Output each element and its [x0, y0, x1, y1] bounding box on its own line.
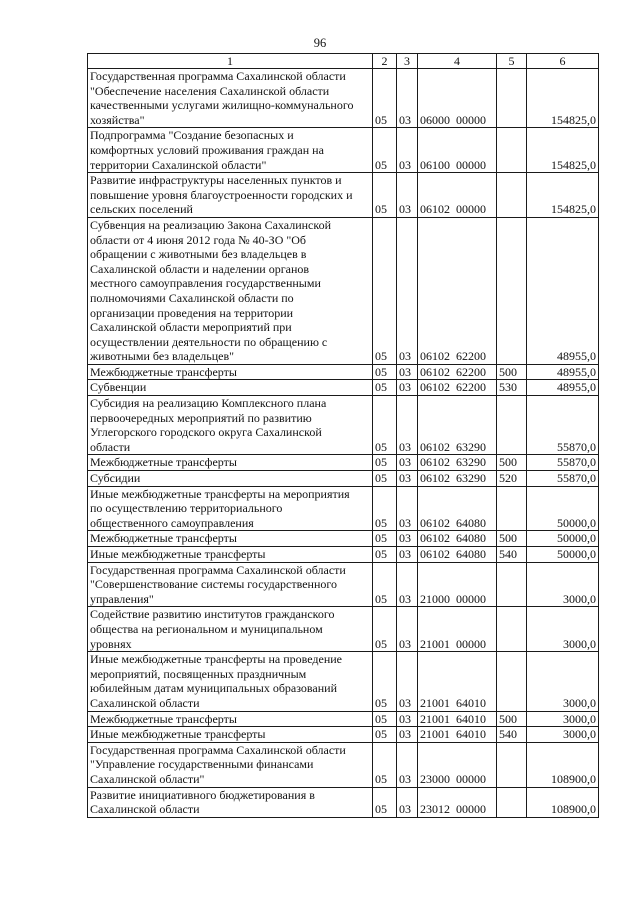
table-row	[88, 787, 599, 817]
target-article-code: 06102 64080	[418, 486, 497, 531]
table-row	[88, 173, 599, 218]
amount: 3000,0	[527, 607, 599, 652]
subsection-code: 03	[397, 531, 418, 547]
table-row	[88, 128, 599, 173]
target-article-code: 06102 62200	[418, 217, 497, 364]
table-row	[88, 380, 599, 396]
section-code: 05	[373, 562, 397, 607]
expense-type-code	[497, 787, 527, 817]
section-code: 05	[373, 380, 397, 396]
target-article-code: 21001 64010	[418, 727, 497, 743]
table-row	[88, 562, 599, 607]
expense-type-code: 540	[497, 727, 527, 743]
amount: 48955,0	[527, 364, 599, 380]
target-article-code: 06102 63290	[418, 396, 497, 455]
amount: 154825,0	[527, 69, 599, 128]
section-code: 05	[373, 607, 397, 652]
column-header: 5	[497, 54, 527, 69]
section-code: 05	[373, 217, 397, 364]
expense-type-code	[497, 217, 527, 364]
target-article-code: 23012 00000	[418, 787, 497, 817]
subsection-code: 03	[397, 727, 418, 743]
section-code: 05	[373, 173, 397, 218]
amount: 3000,0	[527, 652, 599, 711]
table-row	[88, 364, 599, 380]
subsection-code: 03	[397, 711, 418, 727]
row-name: Субсидии	[88, 471, 373, 487]
row-name: Развитие инфраструктуры населенных пунктов и повышение уровня благоустроенности городских и сельских поселений	[88, 173, 373, 218]
expense-type-code	[497, 652, 527, 711]
amount: 154825,0	[527, 128, 599, 173]
amount: 55870,0	[527, 396, 599, 455]
expense-type-code	[497, 486, 527, 531]
target-article-code: 06100 00000	[418, 128, 497, 173]
subsection-code: 03	[397, 486, 418, 531]
row-name: Иные межбюджетные трансферты	[88, 727, 373, 743]
column-header: 1	[88, 54, 373, 69]
table-row	[88, 471, 599, 487]
expense-type-code: 540	[497, 547, 527, 563]
subsection-code: 03	[397, 364, 418, 380]
table-row	[88, 652, 599, 711]
budget-table	[87, 53, 599, 818]
subsection-code: 03	[397, 173, 418, 218]
amount: 55870,0	[527, 471, 599, 487]
expense-type-code: 500	[497, 455, 527, 471]
section-code: 05	[373, 547, 397, 563]
row-name: Межбюджетные трансферты	[88, 455, 373, 471]
subsection-code: 03	[397, 69, 418, 128]
subsection-code: 03	[397, 562, 418, 607]
section-code: 05	[373, 128, 397, 173]
expense-type-code: 500	[497, 711, 527, 727]
expense-type-code	[497, 69, 527, 128]
table-row	[88, 742, 599, 787]
table-row	[88, 217, 599, 364]
expense-type-code: 520	[497, 471, 527, 487]
target-article-code: 21000 00000	[418, 562, 497, 607]
row-name: Межбюджетные трансферты	[88, 711, 373, 727]
amount: 108900,0	[527, 742, 599, 787]
section-code: 05	[373, 396, 397, 455]
table-row	[88, 396, 599, 455]
table-row	[88, 455, 599, 471]
target-article-code: 23000 00000	[418, 742, 497, 787]
table-row	[88, 607, 599, 652]
amount: 50000,0	[527, 531, 599, 547]
expense-type-code	[497, 173, 527, 218]
section-code: 05	[373, 652, 397, 711]
row-name: Субвенции	[88, 380, 373, 396]
target-article-code: 21001 64010	[418, 711, 497, 727]
subsection-code: 03	[397, 455, 418, 471]
section-code: 05	[373, 455, 397, 471]
subsection-code: 03	[397, 396, 418, 455]
row-name: Межбюджетные трансферты	[88, 364, 373, 380]
subsection-code: 03	[397, 607, 418, 652]
subsection-code: 03	[397, 380, 418, 396]
amount: 3000,0	[527, 562, 599, 607]
section-code: 05	[373, 471, 397, 487]
subsection-code: 03	[397, 547, 418, 563]
table-header-row	[88, 54, 599, 69]
subsection-code: 03	[397, 471, 418, 487]
section-code: 05	[373, 531, 397, 547]
subsection-code: 03	[397, 787, 418, 817]
amount: 154825,0	[527, 173, 599, 218]
row-name: Подпрограмма "Создание безопасных и комфортных условий проживания граждан на территории Сахалинской области"	[88, 128, 373, 173]
subsection-code: 03	[397, 128, 418, 173]
section-code: 05	[373, 486, 397, 531]
target-article-code: 06102 62200	[418, 364, 497, 380]
column-header: 2	[373, 54, 397, 69]
amount: 3000,0	[527, 711, 599, 727]
section-code: 05	[373, 711, 397, 727]
target-article-code: 06102 64080	[418, 531, 497, 547]
page-number: 96	[313, 36, 327, 50]
row-name: Субвенция на реализацию Закона Сахалинской области от 4 июня 2012 года № 40-ЗО "Об обращении с животными без владельцев в Сахалинской области и наделении органов местного самоуправления государственными полномочиями Сахалинской области по организации проведения на территории Сахалинской области мероприятий при осуществлении деятельности по обращению с животными без владельцев"	[88, 217, 373, 364]
amount: 50000,0	[527, 547, 599, 563]
row-name: Содействие развитию институтов гражданского общества на региональном и муниципальном уровнях	[88, 607, 373, 652]
amount: 50000,0	[527, 486, 599, 531]
column-header: 4	[418, 54, 497, 69]
target-article-code: 06000 00000	[418, 69, 497, 128]
amount: 48955,0	[527, 217, 599, 364]
row-name: Межбюджетные трансферты	[88, 531, 373, 547]
expense-type-code: 530	[497, 380, 527, 396]
amount: 55870,0	[527, 455, 599, 471]
section-code: 05	[373, 742, 397, 787]
target-article-code: 21001 64010	[418, 652, 497, 711]
row-name: Субсидия на реализацию Комплексного плана первоочередных мероприятий по развитию Углегорского городского округа Сахалинской области	[88, 396, 373, 455]
section-code: 05	[373, 364, 397, 380]
subsection-code: 03	[397, 652, 418, 711]
table-row	[88, 531, 599, 547]
row-name: Иные межбюджетные трансферты	[88, 547, 373, 563]
target-article-code: 06102 62200	[418, 380, 497, 396]
row-name: Иные межбюджетные трансферты на проведение мероприятий, посвященных праздничным юбилейным датам муниципальных образований Сахалинской области	[88, 652, 373, 711]
amount: 48955,0	[527, 380, 599, 396]
target-article-code: 06102 63290	[418, 455, 497, 471]
column-header: 3	[397, 54, 418, 69]
expense-type-code	[497, 396, 527, 455]
expense-type-code	[497, 607, 527, 652]
target-article-code: 06102 64080	[418, 547, 497, 563]
target-article-code: 06102 00000	[418, 173, 497, 218]
row-name: Государственная программа Сахалинской области "Совершенствование системы государственного управления"	[88, 562, 373, 607]
amount: 3000,0	[527, 727, 599, 743]
section-code: 05	[373, 727, 397, 743]
expense-type-code	[497, 128, 527, 173]
expense-type-code: 500	[497, 364, 527, 380]
section-code: 05	[373, 69, 397, 128]
subsection-code: 03	[397, 217, 418, 364]
table-row	[88, 69, 599, 128]
subsection-code: 03	[397, 742, 418, 787]
expense-type-code	[497, 742, 527, 787]
table-row	[88, 727, 599, 743]
row-name: Государственная программа Сахалинской области "Обеспечение населения Сахалинской области качественными услугами жилищно-коммунального хозяйства"	[88, 69, 373, 128]
row-name: Государственная программа Сахалинской области "Управление государственными финансами Сахалинской области"	[88, 742, 373, 787]
table-row	[88, 547, 599, 563]
column-header: 6	[527, 54, 599, 69]
target-article-code: 21001 00000	[418, 607, 497, 652]
table-row	[88, 486, 599, 531]
row-name: Иные межбюджетные трансферты на мероприятия по осуществлению территориального общественного самоуправления	[88, 486, 373, 531]
amount: 108900,0	[527, 787, 599, 817]
section-code: 05	[373, 787, 397, 817]
expense-type-code	[497, 562, 527, 607]
target-article-code: 06102 63290	[418, 471, 497, 487]
table-row	[88, 711, 599, 727]
expense-type-code: 500	[497, 531, 527, 547]
row-name: Развитие инициативного бюджетирования в Сахалинской области	[88, 787, 373, 817]
